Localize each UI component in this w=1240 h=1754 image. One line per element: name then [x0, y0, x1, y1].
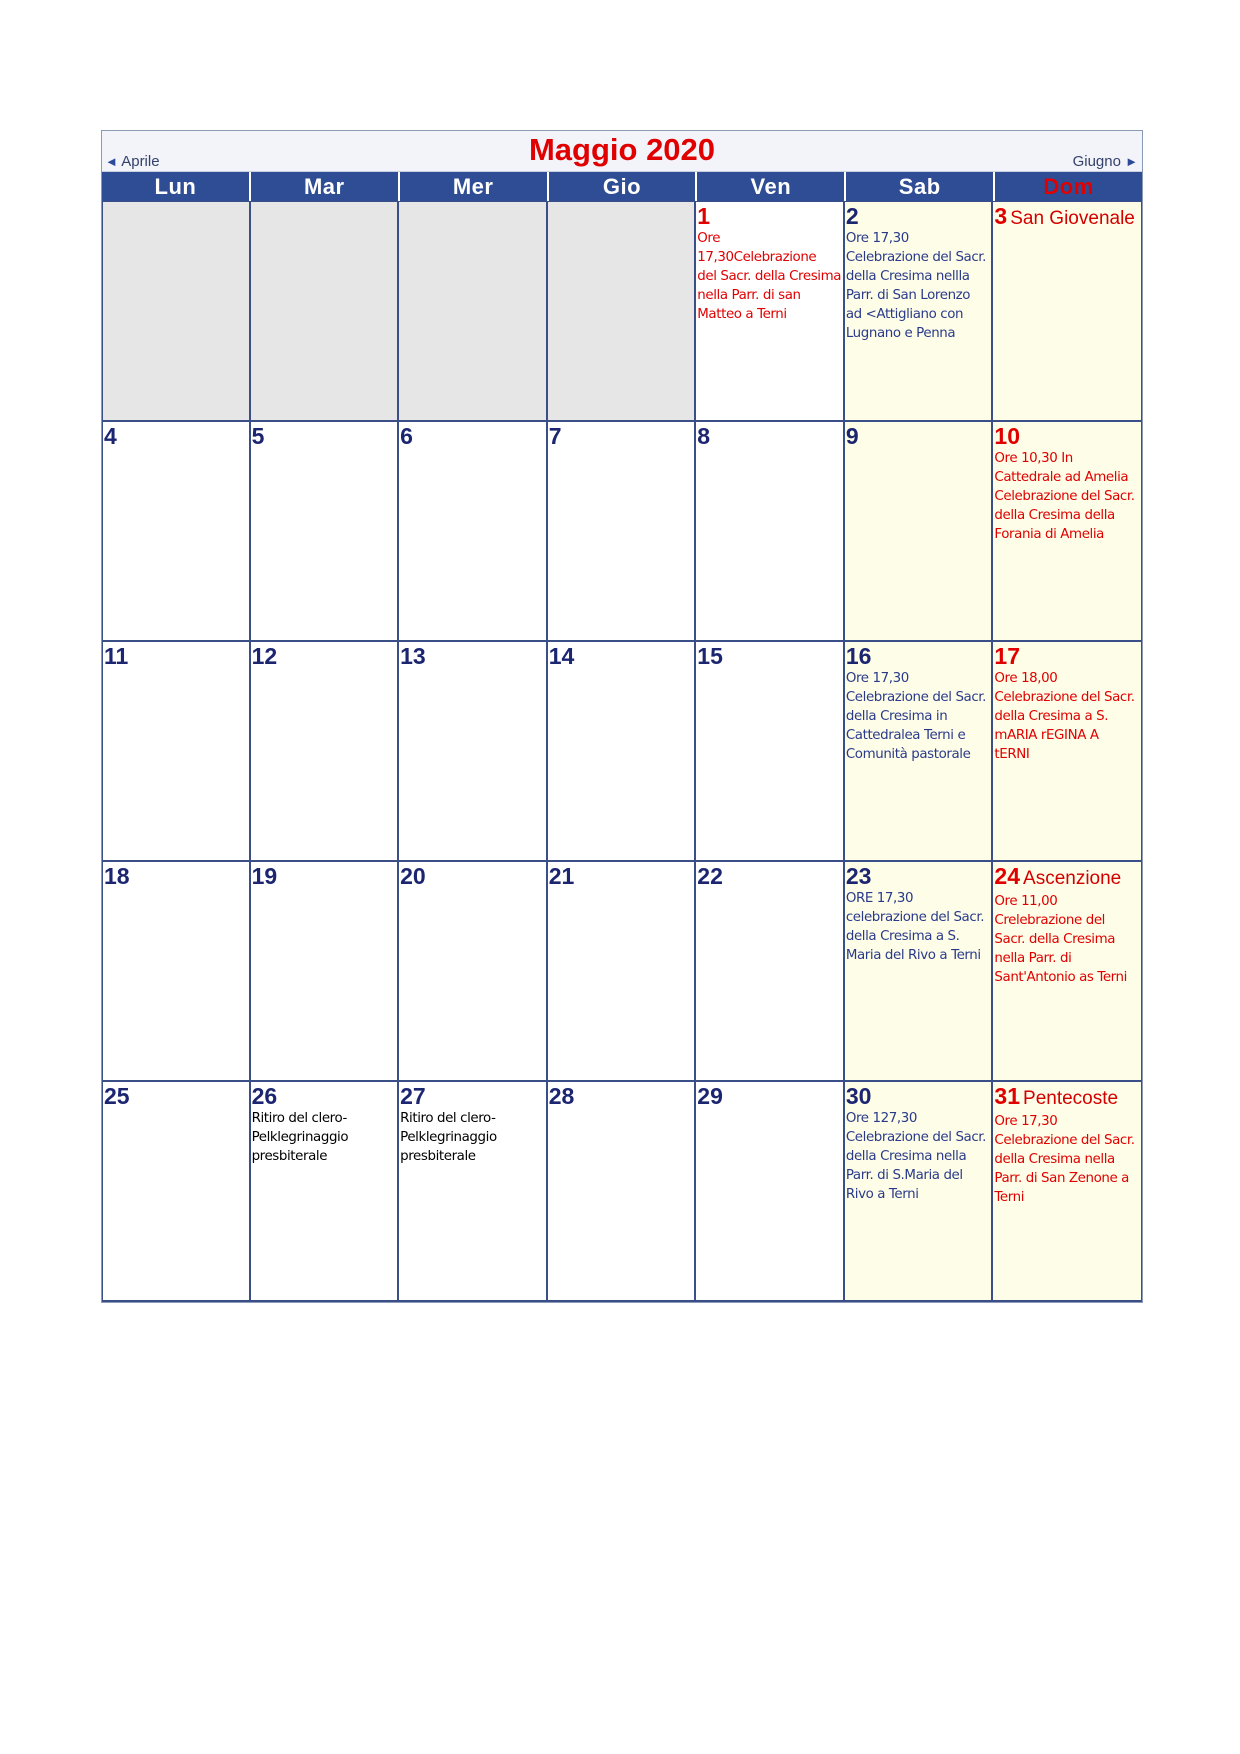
- day-number: 6: [400, 423, 413, 449]
- day-number-line: [400, 1083, 545, 1109]
- weekday-mon: Lun: [102, 172, 249, 201]
- day-number-line: [846, 863, 991, 889]
- day-grid: [102, 201, 1142, 1302]
- calendar-title-bar: [102, 131, 1142, 172]
- calendar-day-cell[interactable]: [548, 422, 697, 642]
- calendar-day-cell[interactable]: [251, 862, 400, 1082]
- calendar-day-cell[interactable]: [548, 862, 697, 1082]
- holiday-name: Ascenzione: [1023, 868, 1122, 889]
- calendar-day-cell[interactable]: [251, 642, 400, 862]
- day-number: 21: [548, 863, 575, 889]
- day-number: 23: [845, 863, 872, 889]
- day-number: 10: [994, 423, 1021, 449]
- day-number-line: [697, 1083, 842, 1109]
- next-month-label: Giugno: [1072, 153, 1121, 170]
- day-number: 27: [400, 1083, 426, 1109]
- next-month-link[interactable]: [1073, 153, 1138, 170]
- day-number-line: [549, 863, 694, 889]
- calendar-day-cell[interactable]: [399, 642, 548, 862]
- day-number-line: [104, 1083, 248, 1109]
- calendar-cell-empty: [548, 202, 697, 422]
- day-number: 8: [697, 423, 711, 449]
- day-number-line: [400, 423, 545, 449]
- day-number: 2: [845, 203, 859, 229]
- day-number-line: [994, 1083, 1140, 1112]
- day-number: 14: [548, 643, 575, 669]
- weekday-wed: Mer: [400, 172, 547, 201]
- day-number-line: [994, 203, 1140, 232]
- event-text: Ore 17,30 Celebrazione del Sacr. della Cresima nella Parr. di San Zenone a Terni: [994, 1114, 1135, 1205]
- event-text: Ore 17,30 Celebrazione del Sacr. della Cresima nellla Parr. di San Lorenzo ad <Attigliano con Lugnano e Penna: [845, 231, 987, 341]
- calendar-cell-empty: [399, 202, 548, 422]
- event-text: Ore 11,00 Crelebrazione del Sacr. della Cresima nella Parr. di Sant'Antonio as Terni: [994, 894, 1127, 985]
- month-calendar: [101, 130, 1143, 1303]
- day-number: 29: [697, 1083, 723, 1109]
- month-title: Maggio 2020: [528, 132, 716, 167]
- weekday-thu: Gio: [549, 172, 696, 201]
- day-number: 26: [251, 1083, 278, 1109]
- event-text: Ore 17,30 Celebrazione del Sacr. della Cresima in Cattedralea Terni e Comunità pastorale: [845, 671, 987, 762]
- day-number: 15: [697, 643, 723, 669]
- weekday-fri: Ven: [697, 172, 844, 201]
- day-number: 5: [251, 423, 265, 449]
- day-number: 13: [400, 643, 426, 669]
- calendar-day-cell[interactable]: [845, 862, 994, 1082]
- day-number-line: [994, 423, 1140, 449]
- day-number-line: [252, 423, 397, 449]
- calendar-day-cell[interactable]: [399, 1082, 548, 1302]
- day-number-line: [252, 1083, 397, 1109]
- day-number: 11: [104, 643, 129, 669]
- calendar-day-cell[interactable]: [548, 642, 697, 862]
- day-number-line: [104, 643, 248, 669]
- calendar-cell-empty: [102, 202, 251, 422]
- day-number: 18: [104, 863, 130, 889]
- calendar-day-cell[interactable]: [845, 422, 994, 642]
- day-number: 17: [994, 643, 1021, 669]
- day-number: 20: [400, 863, 426, 889]
- holiday-name: Pentecoste: [1023, 1088, 1119, 1109]
- calendar-day-cell[interactable]: [102, 422, 251, 642]
- calendar-day-cell[interactable]: [993, 422, 1142, 642]
- day-number: 7: [548, 423, 562, 449]
- day-number-line: [252, 643, 397, 669]
- day-number: 25: [104, 1083, 130, 1109]
- calendar-day-cell[interactable]: [696, 422, 845, 642]
- calendar-day-cell[interactable]: [102, 642, 251, 862]
- day-number: 31: [994, 1083, 1021, 1109]
- day-number-line: [846, 203, 991, 229]
- day-number: 4: [104, 423, 117, 449]
- day-number: 1: [697, 203, 711, 229]
- day-number: 9: [845, 423, 859, 449]
- calendar-day-cell[interactable]: [102, 862, 251, 1082]
- day-number-line: [400, 863, 545, 889]
- calendar-day-cell[interactable]: [548, 1082, 697, 1302]
- day-number: 22: [697, 863, 723, 889]
- calendar-day-cell[interactable]: [696, 642, 845, 862]
- day-number: 12: [251, 643, 278, 669]
- day-number-line: [697, 643, 842, 669]
- calendar-day-cell[interactable]: [993, 1082, 1142, 1302]
- day-number-line: [846, 1083, 991, 1109]
- left-arrow-icon: ◄: [105, 154, 118, 169]
- weekday-sun: Dom: [995, 172, 1142, 201]
- day-number-line: [697, 423, 842, 449]
- right-arrow-icon: ►: [1125, 154, 1138, 169]
- calendar-day-cell[interactable]: [251, 1082, 400, 1302]
- day-number: 19: [251, 863, 278, 889]
- calendar-day-cell[interactable]: [696, 202, 845, 422]
- day-number: 16: [845, 643, 872, 669]
- event-text: Ore 10,30 In Cattedrale ad Amelia Celebrazione del Sacr. della Cresima della Forania di Amelia: [994, 451, 1135, 542]
- event-text: Ore 18,00 Celebrazione del Sacr. della Cresima a S. mARIA rEGINA A tERNI: [994, 671, 1135, 762]
- event-text: Ore 127,30 Celebrazione del Sacr. della Cresima nella Parr. di S.Maria del Rivo a Terni: [845, 1111, 987, 1202]
- calendar-day-cell[interactable]: [845, 642, 994, 862]
- calendar-day-cell[interactable]: [993, 642, 1142, 862]
- day-number-line: [549, 1083, 694, 1109]
- weekday-header-row: [102, 172, 1142, 201]
- calendar-day-cell[interactable]: [845, 1082, 994, 1302]
- holiday-name: San Giovenale: [1010, 208, 1135, 229]
- day-number-line: [104, 863, 248, 889]
- calendar-day-cell[interactable]: [399, 422, 548, 642]
- calendar-day-cell[interactable]: [102, 1082, 251, 1302]
- calendar-day-cell[interactable]: [251, 422, 400, 642]
- day-number-line: [846, 643, 991, 669]
- weekday-sat: Sab: [846, 172, 993, 201]
- calendar-day-cell[interactable]: [696, 862, 845, 1082]
- day-number: 24: [994, 863, 1021, 889]
- day-number: 3: [994, 203, 1008, 229]
- calendar-day-cell[interactable]: [993, 862, 1142, 1082]
- day-number-line: [400, 643, 545, 669]
- day-number-line: [697, 863, 842, 889]
- calendar-day-cell[interactable]: [696, 1082, 845, 1302]
- day-number-line: [846, 423, 991, 449]
- event-text: Ritiro del clero- Pelklegrinaggio presbiterale: [400, 1111, 497, 1164]
- day-number: 30: [845, 1083, 872, 1109]
- day-number-line: [994, 863, 1140, 892]
- day-number: 28: [548, 1083, 575, 1109]
- day-number-line: [104, 423, 248, 449]
- prev-month-label: Aprile: [121, 153, 160, 170]
- event-text: ORE 17,30 celebrazione del Sacr. della Cresima a S. Maria del Rivo a Terni: [845, 891, 985, 963]
- event-text: Ore 17,30Celebrazione del Sacr. della Cresima nella Parr. di san Matteo a Terni: [697, 231, 842, 322]
- event-text: Ritiro del clero- Pelklegrinaggio presbiterale: [251, 1111, 349, 1164]
- calendar-day-cell[interactable]: [399, 862, 548, 1082]
- calendar-day-cell[interactable]: [993, 202, 1142, 422]
- day-number-line: [252, 863, 397, 889]
- weekday-tue: Mar: [251, 172, 398, 201]
- day-number-line: [994, 643, 1140, 669]
- day-number-line: [697, 203, 842, 229]
- calendar-cell-empty: [251, 202, 400, 422]
- day-number-line: [549, 423, 694, 449]
- calendar-day-cell[interactable]: [845, 202, 994, 422]
- day-number-line: [549, 643, 694, 669]
